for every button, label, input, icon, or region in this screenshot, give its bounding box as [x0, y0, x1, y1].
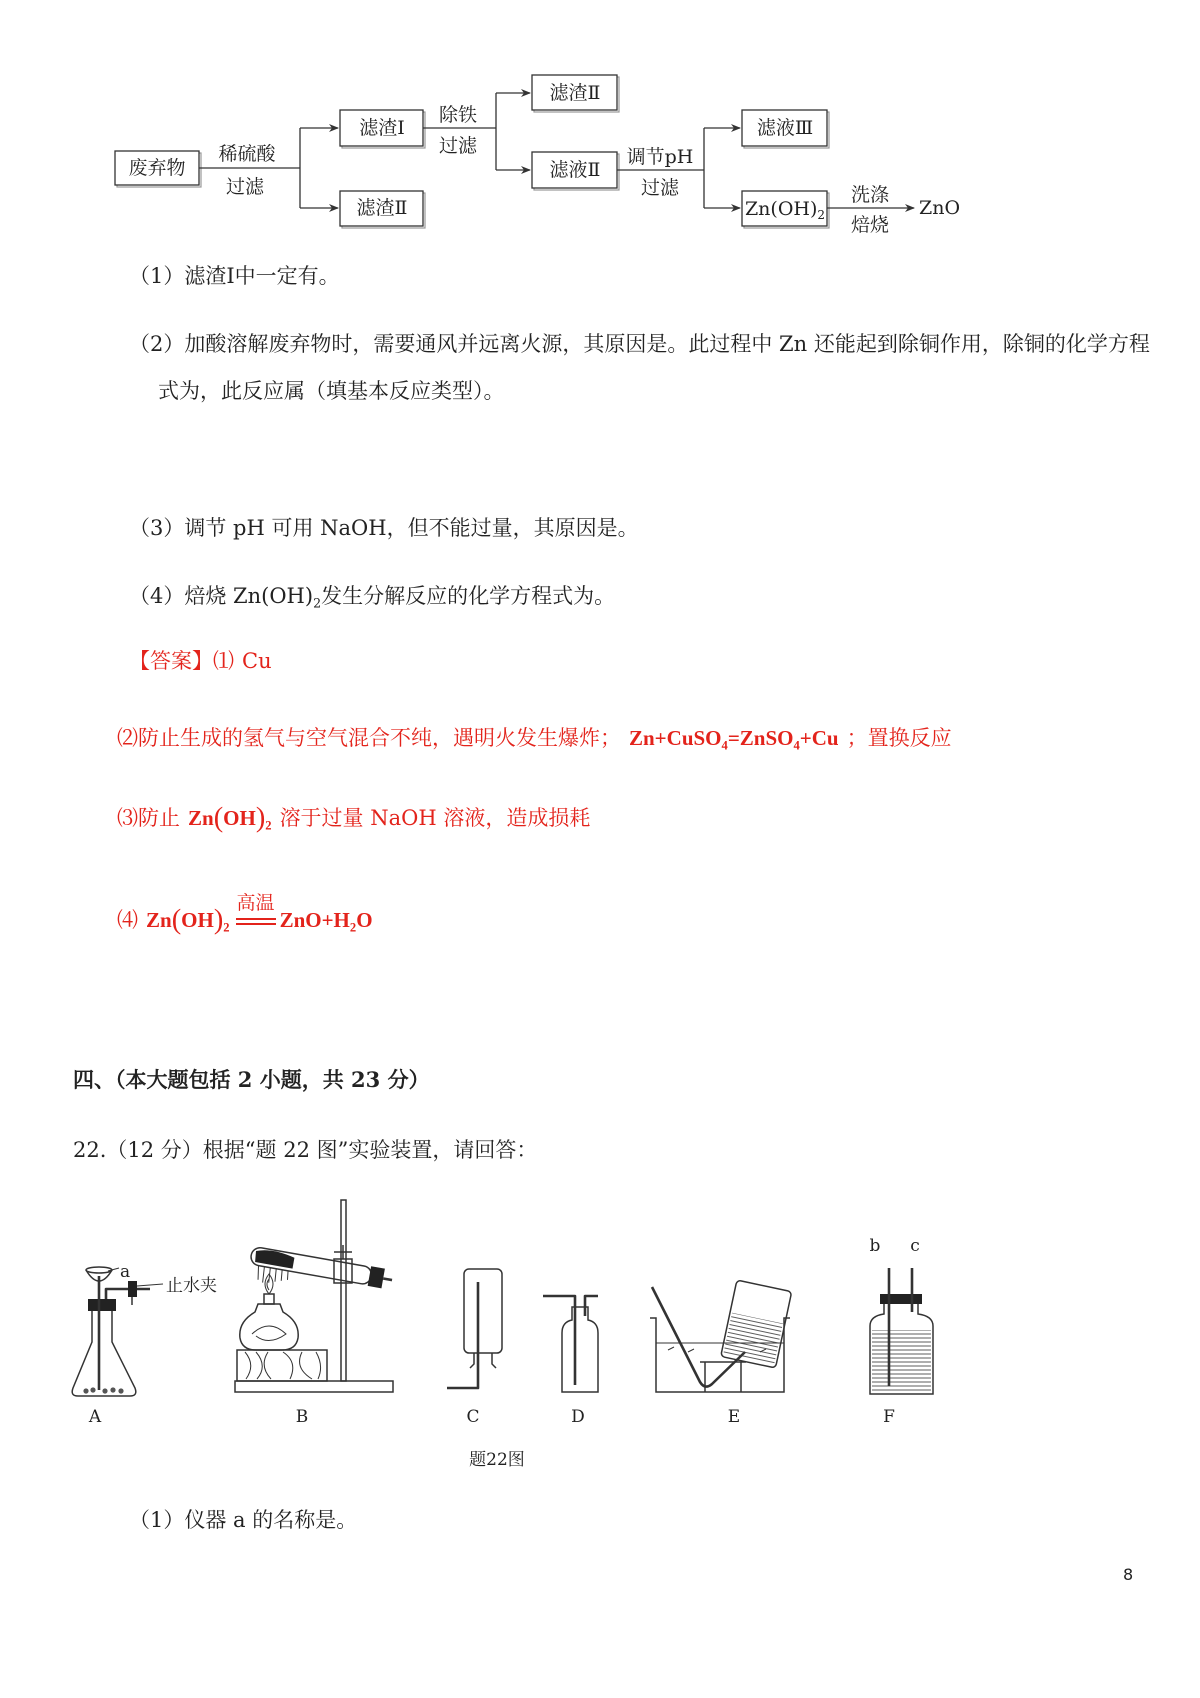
question-4-post: 发生分解反应的化学方程式为。: [321, 584, 616, 608]
apparatus-b-heating-setup: [235, 1200, 394, 1392]
question-22-part-1: （1）仪器 a 的名称是。: [129, 1508, 358, 1532]
answer-4-reactant: $Zn(OH)_2$: [146, 904, 230, 936]
apparatus-figure: [0, 1190, 1200, 1480]
flow-box-filtrate3: [742, 110, 829, 148]
flow-step3-op1: 调节pH: [626, 146, 694, 168]
answer-2-number: ⑵: [117, 726, 138, 750]
callout-b: b: [869, 1236, 881, 1256]
question-2-line2: 式为，此反应属（填基本反应类型）。: [158, 379, 505, 403]
answer-4-condition: 高温: [236, 892, 275, 914]
section-title: 四、（本大题包括 2 小题，共 23 分）: [73, 1067, 430, 1092]
flow-box-filtrate2-label: 滤液Ⅱ: [549, 159, 601, 181]
question-3: （3）调节 pH 可用 NaOH，但不能过量，其原因是。: [129, 516, 639, 540]
answer-label: 【答案】: [129, 649, 213, 673]
callout-a: a: [120, 1262, 131, 1282]
answer-3-pre: 防止: [138, 806, 180, 830]
flow-box-lower: [340, 191, 425, 228]
label-d: D: [571, 1407, 585, 1427]
figure-caption: 题22图: [469, 1450, 525, 1470]
answer-2-tail: ；置换反应: [846, 726, 952, 750]
flow-box-start-label: 废弃物: [128, 157, 186, 179]
apparatus-f-wash-bottle: [870, 1236, 933, 1394]
question-1: （1）滤渣Ⅰ中一定有。: [129, 264, 340, 288]
flow-product: ZnO: [919, 197, 961, 219]
answer-2: [117, 726, 952, 757]
label-f: F: [883, 1407, 895, 1427]
apparatus-c-collector: [447, 1269, 502, 1388]
apparatus-e-water-trough: [650, 1280, 792, 1392]
label-c: C: [466, 1407, 480, 1427]
label-b: B: [295, 1407, 309, 1427]
flow-box-precipitate: [742, 191, 829, 228]
iron-stand-base: [235, 1381, 393, 1392]
flow-box-residue1-label: 滤渣Ⅰ: [359, 117, 405, 139]
flow-step3-op2: 过滤: [640, 177, 680, 199]
answer-2-equation: Zn+CuSO$_4$=ZnSO$_4$+Cu: [629, 726, 839, 753]
answer-1-text: Cu: [242, 649, 272, 673]
alcohol-lamp: [240, 1304, 298, 1350]
flow-step4-op2: 焙烧: [850, 214, 890, 236]
flow-box-residue1: [340, 110, 425, 148]
label-a: A: [88, 1407, 102, 1427]
flow-step2-op1: 除铁: [438, 104, 478, 126]
process-flowchart: [0, 0, 1200, 250]
flow-box-lower-label: 滤渣Ⅱ: [356, 197, 408, 219]
flow-box-precipitate-label: $Zn(OH)_2$: [744, 198, 826, 222]
page-number: 8: [1123, 1565, 1134, 1584]
flow-step1-operation: 过滤: [225, 176, 265, 198]
answer-4-condition-bar: [236, 892, 276, 925]
flow-box-residue2-label: 滤渣Ⅱ: [549, 82, 601, 104]
iron-stand-rod: [341, 1200, 346, 1381]
answer-1: [129, 649, 272, 673]
answer-3-number: ⑶: [117, 806, 138, 830]
answer-4-product: $ZnO+H_2O$: [279, 908, 373, 935]
flow-box-filtrate3-label: 滤液Ⅲ: [756, 117, 814, 139]
answer-2-text: 防止生成的氢气与空气混合不纯，遇明火发生爆炸；: [138, 726, 621, 750]
question-4-subscript: 2: [313, 595, 322, 611]
answer-3-post: 溶于过量 NaOH 溶液，造成损耗: [279, 806, 591, 830]
flow-step4-op1: 洗涤: [850, 184, 890, 206]
label-e: E: [727, 1407, 741, 1427]
answer-3: [117, 802, 591, 837]
flow-step2-op2: 过滤: [438, 135, 478, 157]
question-22-stem: 22.（12 分）根据“题 22 图”实验装置，请回答：: [73, 1138, 538, 1162]
question-4-pre: （4）焙烧 Zn(OH): [129, 584, 314, 608]
stop-clamp: [128, 1281, 137, 1297]
apparatus-d-gas-bottle: [543, 1296, 598, 1392]
callout-stop-clamp: 止水夹: [166, 1276, 217, 1296]
flow-step1-reagent: 稀硫酸: [218, 143, 276, 165]
flow-box-filtrate2: [532, 152, 619, 190]
answer-3-formula: $Zn(OH)_2$: [188, 802, 272, 834]
apparatus-a-flask-with-funnel: [72, 1262, 217, 1396]
answer-1-number: ⑴: [213, 649, 234, 673]
answer-4: [117, 892, 373, 939]
answer-4-number: ⑷: [117, 908, 138, 932]
question-4: [129, 584, 615, 615]
flow-box-start: [115, 151, 201, 187]
flow-box-residue2: [532, 75, 619, 112]
callout-c: c: [910, 1236, 920, 1256]
question-2-line1: （2）加酸溶解废弃物时，需要通风并远离火源，其原因是。此过程中 Zn 还能起到除铜作用，除铜的化学方程: [129, 332, 1150, 356]
